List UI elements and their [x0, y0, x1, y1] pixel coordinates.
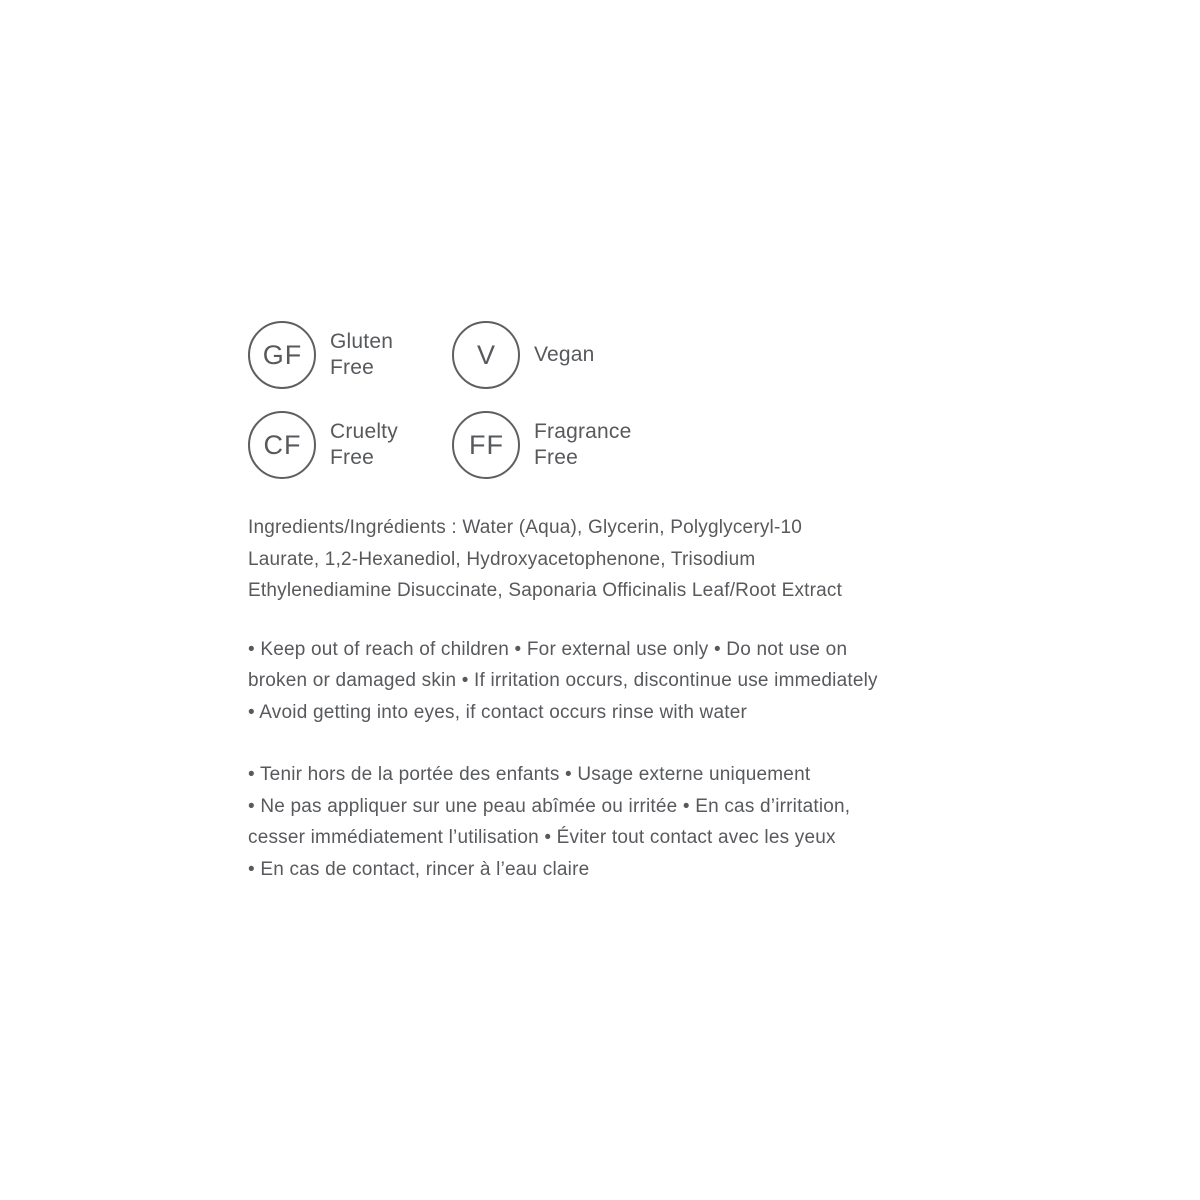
badge-cruelty-free: [248, 411, 452, 479]
badge-label: Fragrance Free: [534, 420, 632, 469]
badge-label: Cruelty Free: [330, 420, 398, 469]
badge-gluten-free: [248, 321, 452, 389]
gluten-free-icon: [248, 321, 316, 389]
warnings-english-text: • Keep out of reach of children • For external use only • Do not use on broken or damaged skin • If irritation occurs, discontinue use immediately • Avoid getting into eyes, if contact occurs rinse with water: [248, 638, 878, 723]
badge-label: Vegan: [534, 343, 595, 366]
badge-initials: V: [476, 339, 496, 370]
cruelty-free-icon: [248, 411, 316, 479]
ingredients-text: Ingredients/Ingrédients : Water (Aqua), Glycerin, Polyglyceryl-10 Laurate, 1,2-Hexanediol, Hydroxyacetophenone, Trisodium Ethylenediamine Disuccinate, Saponaria Officinalis Leaf/Root Extract: [248, 517, 843, 601]
badge-initials: CF: [263, 429, 302, 460]
vegan-icon: [452, 321, 520, 389]
warnings-french-text: • Tenir hors de la portée des enfants • Usage externe uniquement • Ne pas appliquer sur une peau abîmée ou irritée • En cas d’irritation, cesser immédiatement l’utilisation • Éviter tout contact avec les yeux • En cas de contact, rincer à l’eau claire: [248, 764, 851, 880]
fragrance-free-icon: [452, 411, 520, 479]
badge-initials: GF: [262, 339, 303, 370]
badge-initials: FF: [469, 429, 504, 460]
product-label-panel: [248, 321, 960, 885]
badge-vegan: [452, 321, 960, 389]
badge-fragrance-free: [452, 411, 960, 479]
badge-label: Gluten Free: [330, 330, 394, 379]
attribute-badges: [248, 321, 960, 479]
